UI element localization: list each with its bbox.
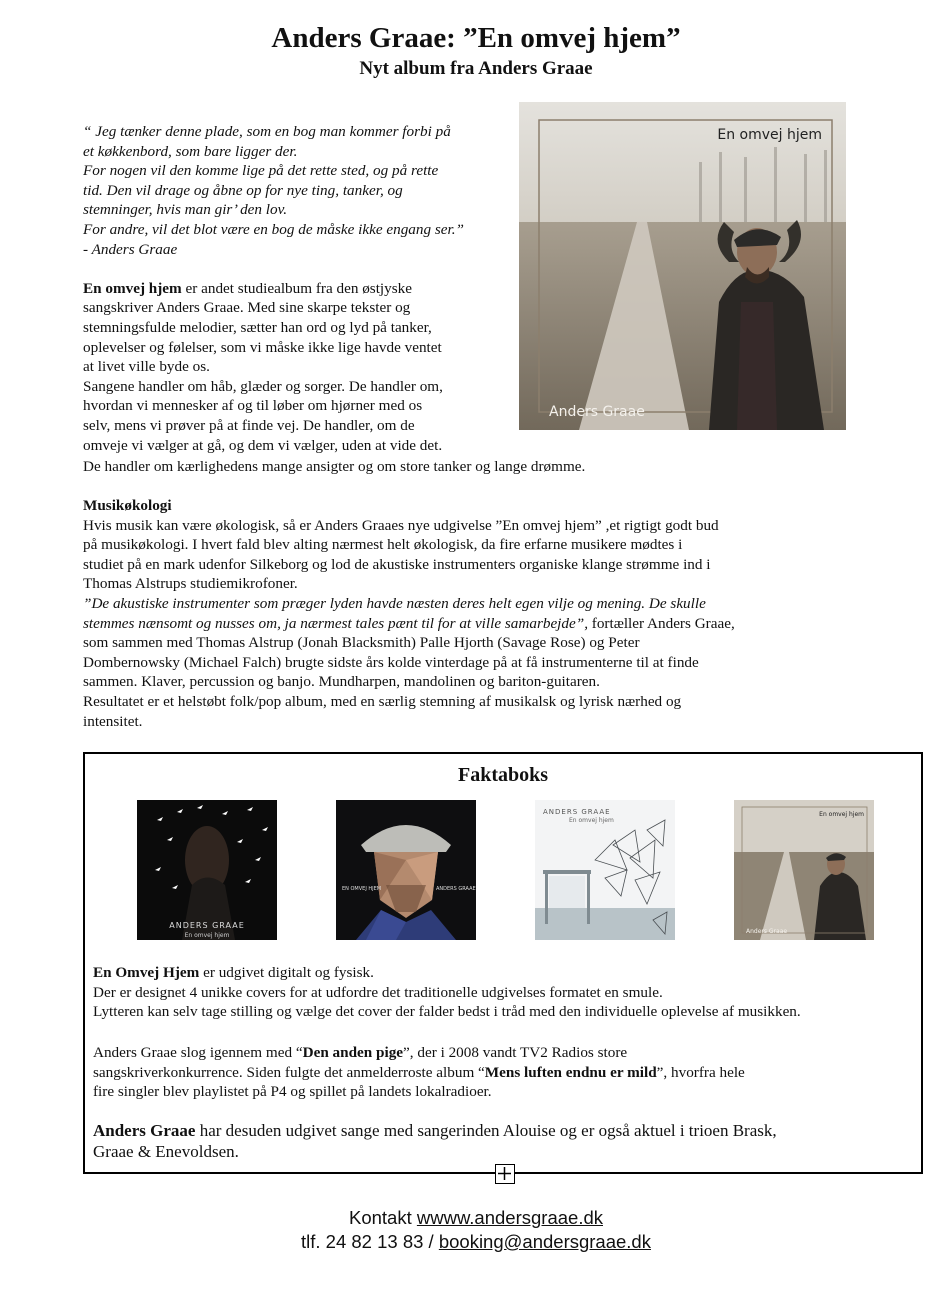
thumb4-album: En omvej hjem: [819, 811, 864, 818]
cover-variant-2: [336, 800, 476, 940]
quote-line: et køkkenbord, som bare ligger der.: [83, 142, 298, 160]
intro-line: at livet ville byde os.: [83, 358, 210, 376]
album-cover-photo: [519, 102, 846, 430]
fact-line: Anders Graae slog igennem med “Den anden pige”, der i 2008 vandt TV2 Radios store: [93, 1044, 628, 1061]
cover-variant-4-art: [734, 800, 874, 940]
fact-paragraph-1: [93, 963, 908, 1022]
quote-line: For andre, vil det blot være en bog de måske ikke engang ser.”: [83, 220, 465, 238]
intro-line: selv, mens vi prøver på at finde vej. De handler, om de: [83, 416, 415, 434]
music-line: Hvis musik kan være økologisk, så er Anders Graaes nye udgivelse ”En omvej hjem” ,et rigtigt godt bud: [83, 516, 719, 534]
website-link[interactable]: wwww.andersgraae.dk: [416, 1207, 603, 1228]
intro-line: oplevelser og følelser, som vi måske ikke lige havde ventet: [83, 338, 442, 356]
fact-line: sangskriverkonkurrence. Siden fulgte det anmelderroste album “Mens luften endnu er mild”, hvorfra hele: [93, 1063, 745, 1081]
music-line: intensitet.: [83, 712, 143, 730]
table-move-handle-icon[interactable]: [495, 1164, 515, 1184]
music-line: studiet på en mark udenfor Silkeborg og lod de akustiske instrumenters organiske klange strømme ind i: [83, 555, 711, 573]
intro-line: stemningsfulde melodier, sætter han ord og lyd på tanker,: [83, 318, 432, 336]
contact-line: Kontakt wwww.andersgraae.dk: [348, 1207, 603, 1228]
fact-box: [83, 752, 923, 1174]
intro-line: De handler om kærlighedens mange ansigter og om store tanker og lange drømme.: [83, 458, 586, 475]
album-cover-image: [519, 102, 846, 430]
cover-variant-3: [535, 800, 675, 940]
music-line: på musikøkologi. I hvert fald blev alting nærmest helt økologisk, da fire erfarne musikere mødtes i: [83, 536, 683, 554]
cover-artist-name: Anders Graae: [549, 404, 645, 420]
fact-line: Lytteren kan selv tage stilling og vælge det cover der falder bedst i tråd med den individuelle oplevelse af musikken.: [93, 1003, 801, 1021]
intro-line: hvordan vi mennesker af og til løber om hjørner med os: [83, 397, 423, 415]
intro-line: Sangene handler om håb, glæder og sorger. De handler om,: [83, 377, 443, 395]
thumb2-left-text: EN OMVEJ HJEM: [342, 886, 382, 892]
intro-line: omveje vi vælger at gå, og dem vi vælger, uden at vide det.: [83, 436, 443, 454]
music-line: sammen. Klaver, percussion og banjo. Mundharpen, mandolinen og bariton-guitaren.: [83, 673, 600, 691]
music-ecology-section: [83, 496, 813, 731]
section-heading: Musikøkologi: [83, 497, 172, 514]
cover-variant-3-art: [535, 800, 675, 940]
cover-album-title: En omvej hjem: [717, 127, 822, 143]
quote-line: tid. Den vil drage og åbne op for nye ting, tanker, og: [83, 181, 403, 199]
cover-variant-4: [734, 800, 874, 940]
fact-box-title: Faktaboks: [457, 764, 549, 786]
spacer: [83, 259, 513, 279]
fact-line: En Omvej Hjem er udgivet digitalt og fysisk.: [93, 964, 374, 981]
thumb2-right-text: ANDERS GRAAE: [436, 886, 476, 892]
fact-paragraph-2: [93, 1043, 893, 1102]
contact-line: tlf. 24 82 13 83 / booking@andersgraae.dk: [301, 1231, 651, 1252]
cover-variant-2-art: [336, 800, 476, 940]
page-subtitle: Nyt album fra Anders Graae: [359, 58, 593, 79]
intro-section: [83, 122, 513, 455]
music-line: som sammen med Thomas Alstrup (Jonah Blacksmith) Palle Hjorth (Savage Rose) og Peter: [83, 634, 640, 652]
fact-line: Anders Graae har desuden udgivet sange med sangerinden Alouise og er også aktuel i trioen Brask,: [93, 1121, 777, 1140]
email-link[interactable]: booking@andersgraae.dk: [438, 1231, 651, 1252]
quote-line: For nogen vil den komme lige på det rette sted, og på rette: [83, 162, 439, 180]
thumb1-artist: ANDERS GRAAE: [169, 921, 245, 930]
music-line: Dombernowsky (Michael Falch) brugte sidste års kolde vinterdage på at få instrumenterne til at finde: [83, 653, 699, 671]
quote-line: stemninger, hvis man gir’ den lov.: [83, 201, 288, 219]
music-line: Thomas Alstrups studiemikrofoner.: [83, 575, 298, 593]
cover-variant-1-art: [137, 800, 277, 940]
intro-line: sangskriver Anders Graae. Med sine skarpe tekster og: [83, 299, 411, 317]
thumb3-album: En omvej hjem: [569, 817, 614, 824]
page-title: Anders Graae: ”En omvej hjem”: [271, 22, 681, 54]
music-quote-line: stemmes nænsomt og nusses om, ja nærmest tales pænt til for at ville samarbejde”, fortæller Anders Graae,: [83, 614, 735, 632]
music-line: Resultatet er et helstøbt folk/pop album, med en særlig stemning af musikalsk og lyrisk nærhed og: [83, 692, 682, 710]
music-quote-line: ”De akustiske instrumenter som præger lyden havde næsten deres helt egen vilje og mening. De skulle: [83, 594, 706, 612]
thumb3-artist: ANDERS GRAAE: [543, 808, 611, 816]
fact-line: fire singler blev playlistet på P4 og spillet på landets lokalradioer.: [93, 1083, 492, 1101]
cover-variant-1: [137, 800, 277, 940]
fact-paragraph-3: [93, 1120, 893, 1162]
quote-author: - Anders Graae: [83, 240, 178, 258]
contact-section: [0, 1206, 952, 1254]
fact-line: Graae & Enevoldsen.: [93, 1142, 239, 1161]
intro-line: En omvej hjem er andet studiealbum fra den østjyske: [83, 279, 412, 297]
thumb1-album: En omvej hjem: [184, 932, 230, 939]
quote-line: “ Jeg tænker denne plade, som en bog man kommer forbi på: [83, 123, 451, 140]
thumb4-artist: Anders Graae: [746, 928, 788, 935]
fact-line: Der er designet 4 unikke covers for at udfordre det traditionelle udgivelses formatet en smule.: [93, 983, 663, 1001]
plus-icon: [496, 1165, 513, 1182]
